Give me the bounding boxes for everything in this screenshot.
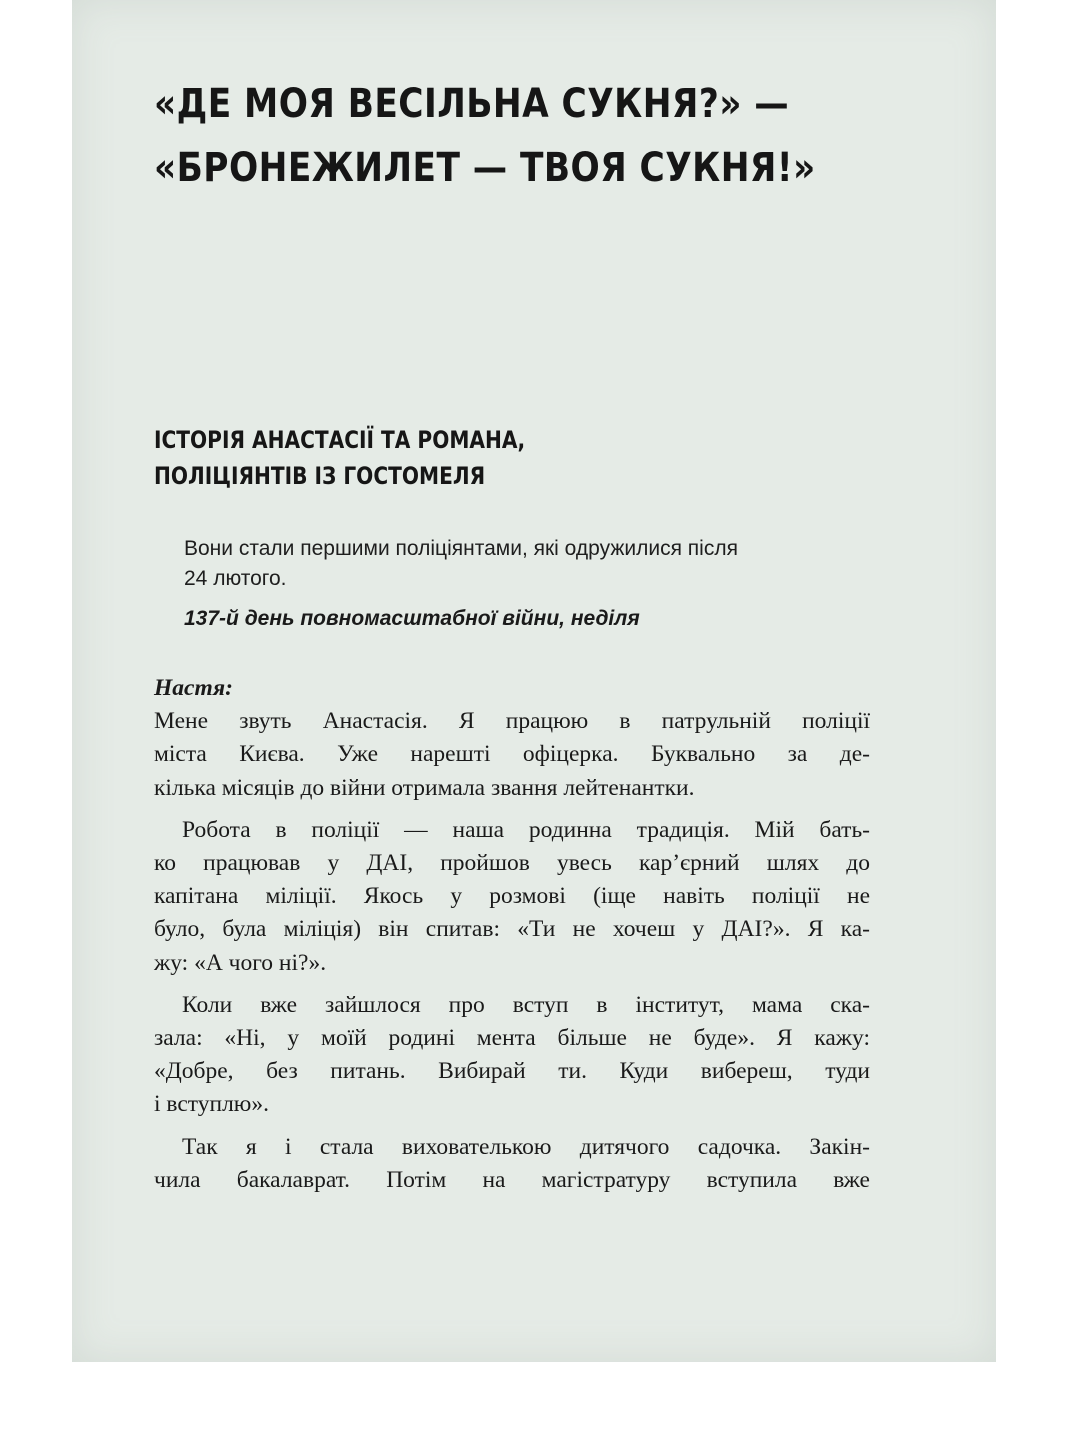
- paragraph-3: [154, 989, 870, 1122]
- text-line: жу: «А чого ні?».: [154, 949, 327, 976]
- lead-line-1: Вони стали першими поліціянтами, які одружилися після: [184, 537, 738, 560]
- text-line: Коли вже зайшлося про вступ в інститут, мама ска-: [182, 991, 870, 1018]
- text-line: Мене звуть Анастасія. Я працюю в патрульній поліції: [154, 708, 870, 735]
- speaker-label: Настя:: [154, 675, 233, 701]
- dateline: 137-й день повномасштабної війни, неділя: [184, 607, 640, 630]
- text-line: зала: «Ні, у моїй родині мента більше не буде». Я кажу:: [154, 1025, 870, 1052]
- text-line: кілька місяців до війни отримала звання лейтенантки.: [154, 774, 695, 801]
- chapter-title-line-2: «БРОНЕЖИЛЕТ — ТВОЯ СУКНЯ!»: [154, 145, 816, 191]
- body-text: [154, 672, 870, 1206]
- chapter-title-line-1: «ДЕ МОЯ ВЕСІЛЬНА СУКНЯ?» —: [154, 81, 790, 127]
- chapter-subtitle-line-1: ІСТОРІЯ АНАСТАСІЇ ТА РОМАНА,: [154, 426, 526, 454]
- paragraph-1: [154, 705, 870, 805]
- text-line: було, була міліція) він спитав: «Ти не хочеш у ДАІ?». Я ка-: [154, 916, 870, 943]
- text-line: капітана міліції. Якось у розмові (іще навіть поліції не: [154, 883, 870, 910]
- paragraph-2: [154, 814, 870, 980]
- paragraph-4: [154, 1131, 870, 1197]
- text-line: «Добре, без питань. Вибирай ти. Куди вибереш, туди: [154, 1058, 870, 1085]
- book-page: [72, 0, 996, 1362]
- lead-line-2: 24 лютого.: [184, 567, 287, 590]
- lead-paragraph: [184, 534, 884, 594]
- text-line: ко працював у ДАІ, пройшов увесь кар’єрний шлях до: [154, 850, 870, 877]
- text-line: чила бакалаврат. Потім на магістратуру вступила вже: [154, 1166, 870, 1193]
- chapter-title: [154, 72, 842, 200]
- text-line: Так я і стала вихователькою дитячого садочка. Закін-: [182, 1133, 870, 1160]
- text-line: і вступлю».: [154, 1091, 269, 1118]
- chapter-subtitle-line-2: ПОЛІЦІЯНТІВ ІЗ ГОСТОМЕЛЯ: [154, 462, 486, 490]
- text-line: Робота в поліції — наша родинна традиція. Мій бать-: [182, 816, 870, 843]
- chapter-subtitle: [154, 422, 826, 494]
- text-line: міста Києва. Уже нарешті офіцерка. Буквально за де-: [154, 741, 870, 768]
